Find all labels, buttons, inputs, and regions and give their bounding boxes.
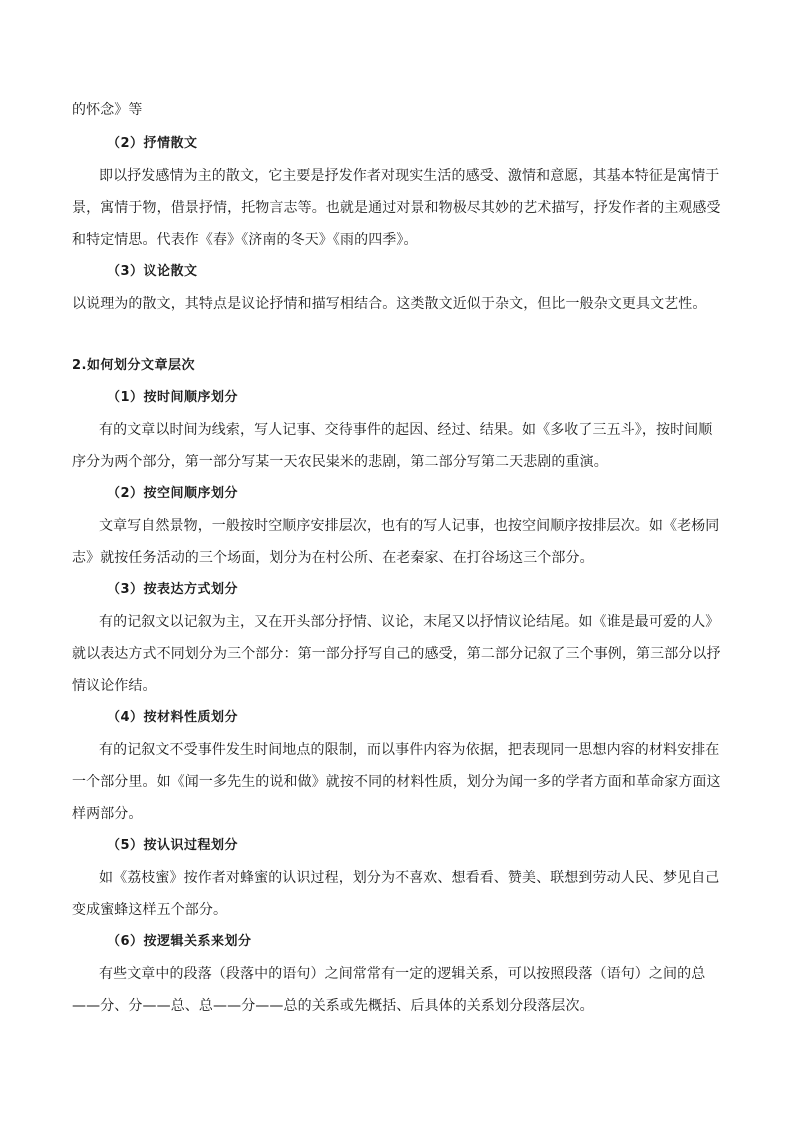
subheading-material-nature: （4）按材料性质划分 [107, 710, 239, 725]
paragraph-line: 样两部分。 [72, 806, 143, 822]
paragraph-line: 情议论作结。 [72, 678, 157, 694]
paragraph-line: 如《荔枝蜜》按作者对蜂蜜的认识过程，划分为不喜欢、想看看、赞美、联想到劳动人民、梦见自己 [99, 870, 720, 886]
paragraph-line: 就以表达方式不同划分为三个部分：第一部分抒写自己的感受，第二部分记叙了三个事例，第三部分以抒 [72, 646, 721, 662]
subheading-time-order: （1）按时间顺序划分 [107, 390, 239, 405]
subheading-expression-method: （3）按表达方式划分 [107, 582, 239, 597]
paragraph-line: 有的记叙文不受事件发生时间地点的限制，而以事件内容为依据，把表现同一思想内容的材料安排在 [99, 742, 720, 758]
paragraph-line: 景，寓情于物，借景抒情，托物言志等。也就是通过对景和物极尽其妙的艺术描写，抒发作者的主观感受 [72, 200, 721, 216]
paragraph-line: 序分为两个部分，第一部分写某一天农民粜米的悲剧，第二部分写第二天悲剧的重演。 [72, 454, 608, 470]
paragraph-line: 即以抒发感情为主的散文，它主要是抒发作者对现实生活的感受、激情和意愿，其基本特征是寓情于 [99, 168, 720, 184]
paragraph-line: 有些文章中的段落（段落中的语句）之间常常有一定的逻辑关系，可以按照段落（语句）之间的总 [99, 966, 706, 982]
paragraph-line: 志》就按任务活动的三个场面，划分为在村公所、在老秦家、在打谷场这三个部分。 [72, 550, 594, 566]
subheading-cognition-process: （5）按认识过程划分 [107, 838, 239, 853]
paragraph-line: 文章写自然景物，一般按时空顺序安排层次，也有的写人记事，也按空间顺序按排层次。如《老杨同 [99, 518, 720, 534]
paragraph-line: 有的文章以时间为线索，写人记事、交待事件的起因、经过、结果。如《多收了三五斗》，按时间顺 [99, 422, 713, 438]
subheading-logical-relation: （6）按逻辑关系来划分 [107, 934, 252, 949]
paragraph-line: ——分、分——总、总——分——总的关系或先概括、后具体的关系划分段落层次。 [72, 998, 594, 1014]
continued-line: 的怀念》等 [72, 102, 143, 118]
paragraph-line: 一个部分里。如《闻一多先生的说和做》就按不同的材料性质，划分为闻一多的学者方面和革命家方面这 [72, 774, 721, 790]
section-title: 2.如何划分文章层次 [72, 358, 195, 373]
paragraph-line: 变成蜜蜂这样五个部分。 [72, 902, 228, 918]
subheading-space-order: （2）按空间顺序划分 [107, 486, 239, 501]
paragraph-line: 以说理为的散文，其特点是议论抒情和描写相结合。这类散文近似于杂文，但比一般杂文更具文艺性。 [72, 296, 707, 312]
paragraph-line: 有的记叙文以记叙为主，又在开头部分抒情、议论，末尾又以抒情议论结尾。如《谁是最可爱的人》 [99, 614, 720, 630]
subheading-argumentative-prose: （3）议论散文 [107, 264, 198, 279]
paragraph-line: 和特定情思。代表作《春》《济南的冬天》《雨的四季》。 [72, 232, 418, 248]
subheading-lyrical-prose: （2）抒情散文 [107, 136, 198, 151]
